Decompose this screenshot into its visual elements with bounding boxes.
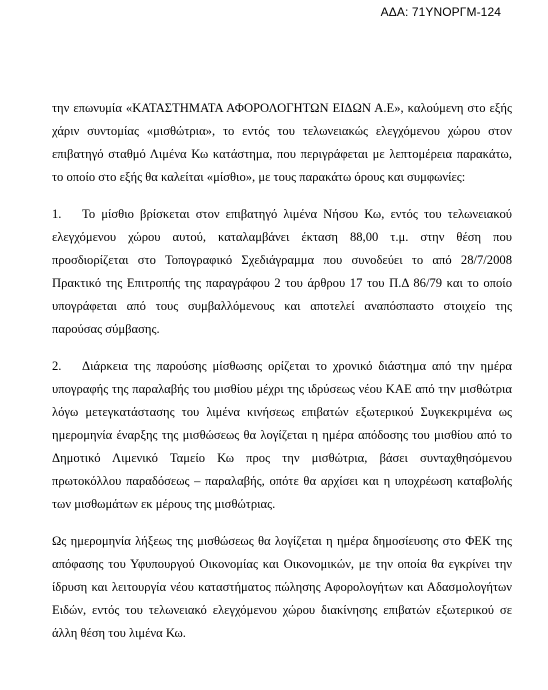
clause-2 [52,355,512,515]
document-body [52,97,512,645]
clause-1-number: 1. [52,207,62,222]
intro-paragraph: την επωνυμία «ΚΑΤΑΣΤΗΜΑΤΑ ΑΦΟΡΟΛΟΓΗΤΩΝ ΕΙΔΩΝ Α.Ε», καλούμενη στο εξής χάριν συντομίας «μισθώτρια», το εντός του τελωνειακώς ελεγχόμενου χώρου στον επιβατηγό σταθμό Λιμένα Κω κατάστημα, που περιγράφεται με λεπτομέρεια παρακάτω, το οποίο στο εξής θα καλείται «μίσθιο», με τους παρακάτω όρους και συμφωνίες: [52,101,512,184]
closing-paragraph: Ως ημερομηνία λήξεως της μισθώσεως θα λογίζεται η ημέρα δημοσίευσης στο ΦΕΚ της απόφασης του Υφυπουργού Οικονομίας και Οικονομικών, με την οποία θα εγκρίνει την ίδρυση και λειτουργία νέου καταστήματος πώλησης Αφορολογήτων και Αδασμολογήτων Ειδών, εντός του τελωνειακό ελεγχόμενου χώρου διακίνησης επιβατών εξωτερικού σε άλλη θέση του λιμένα Κω. [52,534,512,640]
clause-1 [52,203,512,340]
ada-code: ΑΔΑ: 71ΥΝΟΡΓΜ-124 [380,5,501,19]
clause-2-number: 2. [52,359,62,374]
clause-2-text: Διάρκεια της παρούσης μίσθωσης ορίζεται το χρονικό διάστημα από την ημέρα υπογραφής της παραλαβής του μισθίου μέχρι της ιδρύσεως νέου ΚΑΕ από την μισθώτρια λόγω μετεγκατάστασης του λιμένα κινήσεως επιβατών εξωτερικού Συγκεκριμένα ως ημερομηνία έναρξης της μισθώσεως θα λογίζεται η ημέρα απόδοσης του μισθίου από το Δημοτικό Λιμενικό Ταμείο Κω προς την μισθώτρια, βάσει συνταχθησόμενου πρωτοκόλλου παραδόσεως – παραλαβής, οπότε θα αρχίσει και η υποχρέωση καταβολής των μισθωμάτων εκ μέρους της μισθώτριας. [52,359,512,511]
clause-1-text: Το μίσθιο βρίσκεται στον επιβατηγό λιμένα Νήσου Κω, εντός του τελωνειακού ελεγχόμενου χώρου αυτού, καταλαμβάνει έκταση 88,00 τ.μ. στην θέση που προσδιορίζεται στο Τοπογραφικό Σχεδιάγραμμα που συνοδεύει το από 28/7/2008 Πρακτικό της Επιτροπής της παραγράφου 2 του άρθρου 17 του Π.Δ 86/79 και το οποίο υπογράφεται από τους συμβαλλόμενους και αποτελεί αναπόσπαστο στοιχείο της παρούσας σύμβασης. [52,207,512,336]
